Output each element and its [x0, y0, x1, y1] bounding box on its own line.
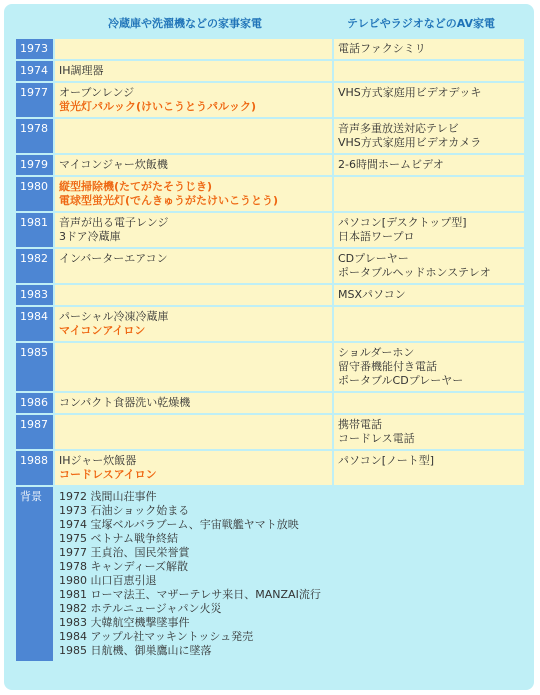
timeline-row — [16, 415, 524, 449]
background-event: 1972 浅間山荘事件 — [59, 490, 157, 503]
timeline-panel — [4, 4, 534, 690]
year-cell: 1986 — [16, 393, 53, 413]
product-item: マイコンジャー炊飯機 — [59, 158, 168, 171]
timeline-row — [16, 155, 524, 175]
product-item: 携帯電話 — [338, 418, 382, 431]
av-appliance-cell — [334, 155, 524, 175]
timeline-row — [16, 451, 524, 485]
timeline-row — [16, 343, 524, 391]
background-event: 1974 宝塚ベルバラブーム、宇宙戦艦ヤマト放映 — [59, 518, 299, 531]
timeline-body — [16, 39, 524, 661]
product-item: 2-6時間ホームビデオ — [338, 158, 444, 171]
header-av-appliances: テレビやラジオなどのAV家電 — [347, 17, 496, 30]
product-item: インバーターエアコン — [59, 252, 168, 265]
product-item: 音声多重放送対応テレビ — [338, 122, 459, 135]
product-item: パソコン[ノート型] — [338, 454, 435, 467]
product-item: コードレス電話 — [338, 432, 415, 445]
timeline-row — [16, 285, 524, 305]
year-cell: 1985 — [16, 343, 53, 391]
background-event: 1982 ホテルニュージャパン火災 — [59, 602, 222, 615]
av-appliance-cell — [334, 393, 524, 413]
year-cell: 1974 — [16, 61, 53, 81]
product-item: 音声が出る電子レンジ — [59, 216, 169, 229]
product-item: CDプレーヤー — [338, 252, 409, 265]
background-event: 1978 キャンディーズ解散 — [59, 560, 189, 573]
header-home-appliances: 冷蔵庫や洗濯機などの家事家電 — [108, 17, 262, 30]
av-appliance-cell — [334, 415, 524, 449]
av-appliance-cell — [334, 83, 524, 117]
background-event: 1980 山口百恵引退 — [59, 574, 157, 587]
year-cell: 1978 — [16, 119, 53, 153]
timeline-row — [16, 39, 524, 59]
timeline-row — [16, 393, 524, 413]
product-item: パソコン[デスクトップ型] — [338, 216, 467, 229]
home-appliance-cell — [55, 415, 332, 449]
product-item: 日本語ワープロ — [338, 230, 415, 243]
product-item: VHS方式家庭用ビデオカメラ — [338, 136, 482, 149]
timeline-row — [16, 213, 524, 247]
product-item: 留守番機能付き電話 — [338, 360, 437, 373]
background-label: 背景 — [16, 487, 53, 661]
background-events-cell — [55, 487, 524, 661]
product-item: パーシャル冷凍冷蔵庫 — [59, 310, 169, 323]
year-cell: 1977 — [16, 83, 53, 117]
timeline-row — [16, 119, 524, 153]
av-appliance-cell — [334, 285, 524, 305]
year-cell: 1984 — [16, 307, 53, 341]
product-item: ショルダーホン — [338, 346, 415, 359]
background-event: 1984 アップル社マッキントッシュ発売 — [59, 630, 254, 643]
av-appliance-cell — [334, 39, 524, 59]
product-item: ポータブルCDプレーヤー — [338, 374, 464, 387]
timeline-row — [16, 249, 524, 283]
product-item: 3ドア冷蔵庫 — [59, 230, 121, 243]
product-item: ポータブルヘッドホンステレオ — [338, 266, 491, 279]
home-appliance-cell — [55, 343, 332, 391]
home-appliance-cell — [55, 83, 332, 117]
year-cell: 1981 — [16, 213, 53, 247]
year-cell: 1988 — [16, 451, 53, 485]
highlighted-product: 蛍光灯パルック(けいこうとうパルック) — [59, 100, 257, 113]
timeline-row — [16, 83, 524, 117]
home-appliance-cell — [55, 285, 332, 305]
av-appliance-cell — [334, 451, 524, 485]
background-row — [16, 487, 524, 661]
timeline-row — [16, 61, 524, 81]
background-event: 1973 石油ショック始まる — [59, 504, 190, 517]
av-appliance-cell — [334, 343, 524, 391]
timeline-row — [16, 177, 524, 211]
home-appliance-cell — [55, 213, 332, 247]
year-cell: 1980 — [16, 177, 53, 211]
background-event: 1977 王貞治、国民栄誉賞 — [59, 546, 190, 559]
home-appliance-cell — [55, 61, 332, 81]
product-item: MSXパソコン — [338, 288, 406, 301]
background-event: 1981 ローマ法王、マザーテレサ来日、MANZAI流行 — [59, 588, 321, 601]
home-appliance-cell — [55, 39, 332, 59]
highlighted-product: マイコンアイロン — [59, 324, 146, 337]
year-cell: 1979 — [16, 155, 53, 175]
year-cell: 1983 — [16, 285, 53, 305]
product-item: VHS方式家庭用ビデオデッキ — [338, 86, 482, 99]
av-appliance-cell — [334, 119, 524, 153]
av-appliance-cell — [334, 177, 524, 211]
product-item: 電話ファクシミリ — [338, 42, 426, 55]
product-item: オーブンレンジ — [59, 86, 135, 99]
home-appliance-cell — [55, 249, 332, 283]
av-appliance-cell — [334, 61, 524, 81]
home-appliance-cell — [55, 451, 332, 485]
home-appliance-cell — [55, 177, 332, 211]
home-appliance-cell — [55, 307, 332, 341]
av-appliance-cell — [334, 213, 524, 247]
product-item: コンパクト食器洗い乾燥機 — [59, 396, 191, 409]
highlighted-product: コードレスアイロン — [59, 468, 157, 481]
background-event: 1975 ベトナム戦争終結 — [59, 532, 178, 545]
appliance-timeline-table — [14, 37, 526, 663]
av-appliance-cell — [334, 249, 524, 283]
background-event: 1983 大韓航空機撃墜事件 — [59, 616, 190, 629]
product-item: IH調理器 — [59, 64, 104, 77]
year-cell: 1982 — [16, 249, 53, 283]
timeline-row — [16, 307, 524, 341]
background-event: 1985 日航機、御巣鷹山に墜落 — [59, 644, 212, 657]
home-appliance-cell — [55, 119, 332, 153]
year-cell: 1987 — [16, 415, 53, 449]
home-appliance-cell — [55, 155, 332, 175]
highlighted-product: 電球型蛍光灯(でんきゅうがたけいこうとう) — [59, 194, 279, 207]
year-cell: 1973 — [16, 39, 53, 59]
av-appliance-cell — [334, 307, 524, 341]
highlighted-product: 縦型掃除機(たてがたそうじき) — [59, 180, 213, 193]
product-item: IHジャー炊飯器 — [59, 454, 137, 467]
home-appliance-cell — [55, 393, 332, 413]
